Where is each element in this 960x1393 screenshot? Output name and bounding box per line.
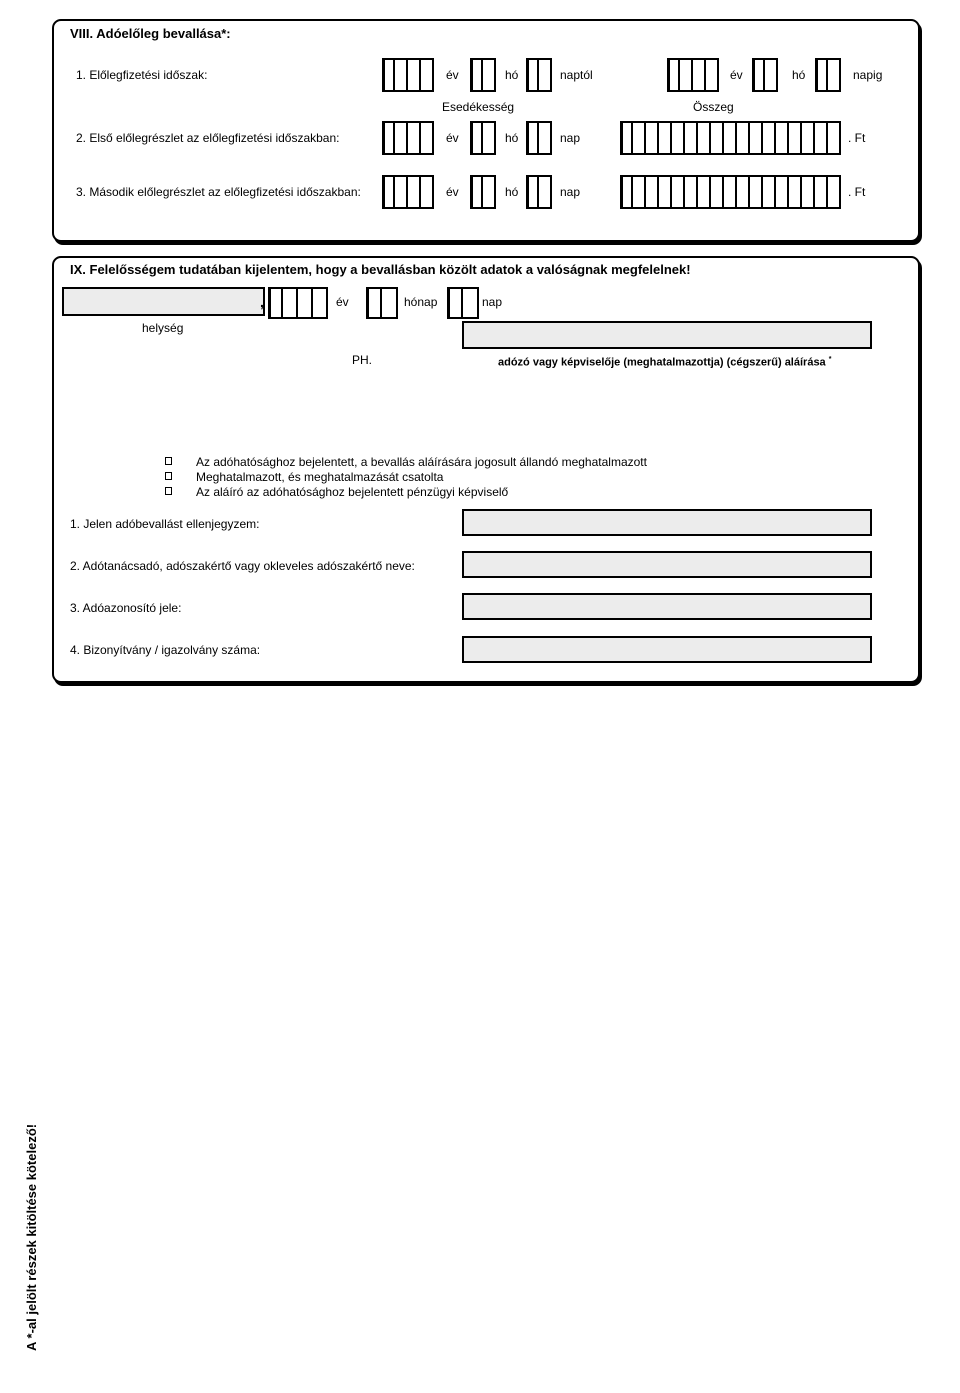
section-viii-title: VIII. Adóelőleg bevallása*: <box>70 26 231 41</box>
second-installment-label: 3. Második előlegrészlet az előlegfizetési időszakban: <box>76 185 361 199</box>
first-installment-day-boxes[interactable] <box>526 121 552 155</box>
advisor-name-label: 2. Adótanácsadó, adószakértő vagy okleveles adószakértő neve: <box>70 559 415 573</box>
first-installment-ft-label: . Ft <box>848 131 866 145</box>
signature-label: adózó vagy képviselője (meghatalmazottja) (cégszerű) aláírása * <box>498 356 832 369</box>
tax-id-input[interactable] <box>462 593 872 620</box>
countersign-label: 1. Jelen adóbevallást ellenjegyzem: <box>70 517 260 531</box>
amount-header: Összeg <box>693 100 734 114</box>
first-installment-month-boxes[interactable] <box>470 121 496 155</box>
first-installment-year-boxes[interactable] <box>382 121 434 155</box>
option-label-2: Meghatalmazott, és meghatalmazását csatolta <box>196 470 444 484</box>
period-to-day-label: napig <box>853 68 883 82</box>
advisor-name-input[interactable] <box>462 551 872 578</box>
option-checkbox-3[interactable] <box>165 487 172 495</box>
mandatory-fields-note: A *-al jelölt részek kitöltése kötelező! <box>24 1123 39 1351</box>
period-to-day-boxes[interactable] <box>815 58 841 92</box>
period-from-day-label: naptól <box>560 68 593 82</box>
option-checkbox-2[interactable] <box>165 472 172 480</box>
first-installment-day-label: nap <box>560 131 581 145</box>
period-from-day-boxes[interactable] <box>526 58 552 92</box>
second-installment-day-boxes[interactable] <box>526 175 552 209</box>
period-to-month-boxes[interactable] <box>752 58 778 92</box>
place-label: helység <box>142 321 184 335</box>
first-installment-month-label: hó <box>505 131 519 145</box>
date-month-boxes[interactable] <box>366 287 398 319</box>
period-from-month-label: hó <box>505 68 519 82</box>
second-installment-amount-boxes[interactable] <box>620 175 841 209</box>
second-installment-year-boxes[interactable] <box>382 175 434 209</box>
first-installment-label: 2. Első előlegrészlet az előlegfizetési időszakban: <box>76 131 340 145</box>
date-day-boxes[interactable] <box>447 287 479 319</box>
period-from-year-label: év <box>446 68 459 82</box>
period-to-year-boxes[interactable] <box>667 58 719 92</box>
period-from-month-boxes[interactable] <box>470 58 496 92</box>
period-label: 1. Előlegfizetési időszak: <box>76 68 208 82</box>
second-installment-ft-label: . Ft <box>848 185 866 199</box>
first-installment-amount-boxes[interactable] <box>620 121 841 155</box>
place-comma: , <box>260 294 264 310</box>
stamp-label: PH. <box>352 353 373 367</box>
signature-input[interactable] <box>462 321 872 349</box>
second-installment-year-label: év <box>446 185 459 199</box>
countersign-input[interactable] <box>462 509 872 536</box>
option-label-1: Az adóhatósághoz bejelentett, a bevallás aláírására jogosult állandó meghatalmazott <box>196 455 647 469</box>
date-day-label: nap <box>482 295 503 309</box>
place-input[interactable] <box>62 287 265 316</box>
second-installment-month-boxes[interactable] <box>470 175 496 209</box>
first-installment-year-label: év <box>446 131 459 145</box>
certificate-number-label: 4. Bizonyítvány / igazolvány száma: <box>70 643 261 657</box>
due-date-header: Esedékesség <box>442 100 515 114</box>
section-ix-title: IX. Felelősségem tudatában kijelentem, hogy a bevallásban közölt adatok a valóságnak megfelelnek! <box>70 262 691 277</box>
option-label-3: Az aláíró az adóhatósághoz bejelentett pénzügyi képviselő <box>196 485 509 499</box>
tax-id-label: 3. Adóazonosító jele: <box>70 601 182 615</box>
date-year-boxes[interactable] <box>268 287 328 319</box>
period-to-year-label: év <box>730 68 743 82</box>
second-installment-month-label: hó <box>505 185 519 199</box>
option-checkbox-1[interactable] <box>165 457 172 465</box>
period-to-month-label: hó <box>792 68 806 82</box>
date-year-label: év <box>336 295 349 309</box>
date-month-label: hónap <box>404 295 438 309</box>
period-from-year-boxes[interactable] <box>382 58 434 92</box>
second-installment-day-label: nap <box>560 185 581 199</box>
certificate-number-input[interactable] <box>462 636 872 663</box>
